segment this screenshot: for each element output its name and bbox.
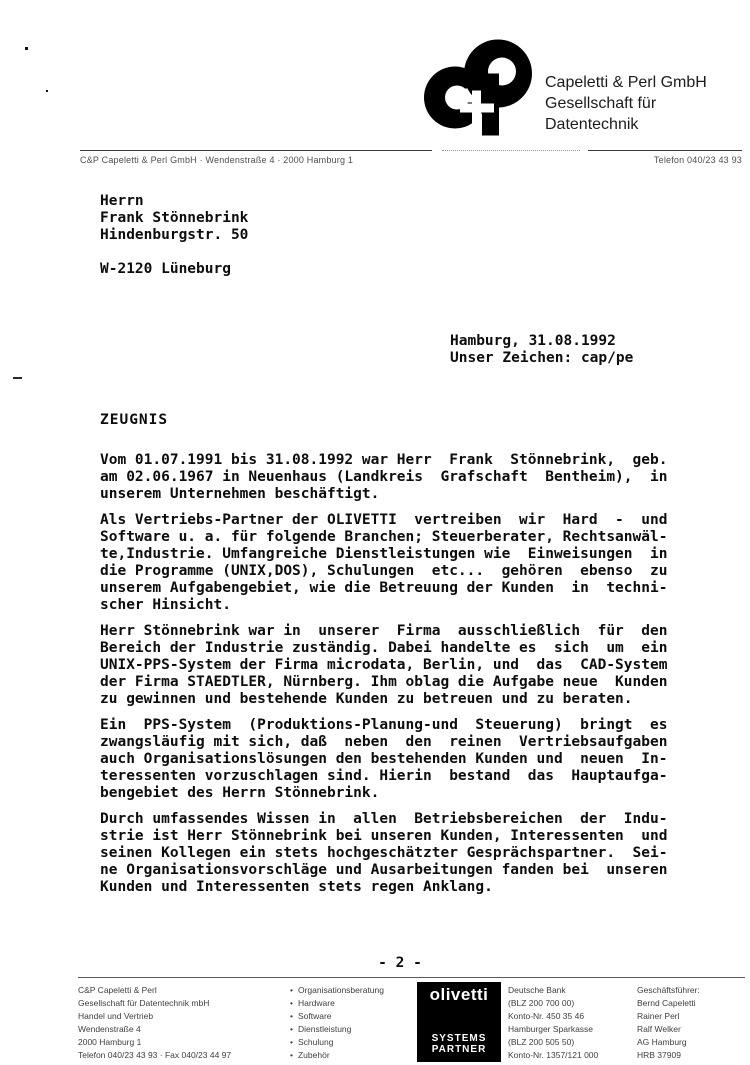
footer-line: Wendenstraße 4 — [78, 1024, 141, 1034]
body-line: auch Organisationslösungen den bestehenden Kunden und neuen In- — [100, 751, 668, 767]
recipient-line: W-2120 Lüneburg — [100, 261, 231, 277]
cp-monogram-icon — [424, 37, 534, 136]
footer-line: Gesellschaft für Datentechnik mbH — [78, 998, 210, 1008]
footer-line: Bernd Capeletti — [637, 998, 696, 1008]
recipient-line: Frank Stönnebrink — [100, 210, 249, 226]
body-line: zwangsläufig mit sich, daß neben den reinen Vertriebsaufgaben — [100, 734, 668, 750]
brand-name: Capeletti & Perl GmbH — [545, 74, 707, 91]
footer-line: C&P Capeletti & Perl — [78, 985, 157, 995]
olivetti-brand-text: olivetti — [429, 985, 489, 1004]
brand-subtitle: Gesellschaft für Datentechnik — [545, 95, 657, 133]
footer-services-list — [290, 984, 412, 1062]
body-line: Vom 01.07.1991 bis 31.08.1992 war Herr Frank Stönnebrink, geb. — [100, 452, 668, 468]
body-line: Herr Stönnebrink war in unserer Firma ausschließlich für den — [100, 623, 668, 639]
body-line: bengebiet des Herrn Stönnebrink. — [100, 785, 380, 801]
recipient-line: Hindenburgstr. 50 — [100, 227, 249, 243]
header-phone: Telefon 040/23 43 93 — [653, 155, 742, 165]
recipient-address — [100, 193, 248, 278]
footer-rule — [78, 977, 745, 978]
footer-line: Konto-Nr. 1357/121 000 — [508, 1050, 599, 1060]
olivetti-partner-logo — [417, 982, 501, 1062]
body-line: unserem Aufgabengebiet, wie die Betreuung der Kunden in techni- — [100, 580, 668, 596]
page-number: - 2 - — [378, 955, 422, 971]
footer-service-item: • Schulung — [290, 1036, 412, 1049]
paragraph-5 — [100, 811, 700, 896]
scan-speck — [25, 47, 28, 50]
date-reference-block — [450, 333, 633, 367]
sender-return-address: C&P Capeletti & Perl GmbH · Wendenstraße 4 · 2000 Hamburg 1 — [80, 155, 354, 165]
footer-line: Deutsche Bank — [508, 985, 566, 995]
recipient-line: Herrn — [100, 193, 144, 209]
body-line: Kunden und Interessenten stets regen Anklang. — [100, 879, 493, 895]
brand-block — [545, 72, 750, 135]
footer-service-item: • Hardware — [290, 997, 412, 1010]
footer-line: Rainer Perl — [637, 1011, 680, 1021]
footer-line: Ralf Welker — [637, 1024, 681, 1034]
body-line: teressenten vorzuschlagen sind. Hierin bestand das Hauptaufga- — [100, 768, 668, 784]
letter-body — [100, 452, 700, 905]
footer-line: Telefon 040/23 43 93 · Fax 040/23 44 97 — [78, 1050, 232, 1060]
meta-line: Unser Zeichen: cap/pe — [450, 350, 634, 366]
body-line: am 02.06.1967 in Neuenhaus (Landkreis Grafschaft Bentheim), in — [100, 469, 668, 485]
footer-service-item: • Software — [290, 1010, 412, 1023]
body-line: der Firma STAEDTLER, Nürnberg. Ihm oblag die Aufgabe neue Kunden — [100, 674, 668, 690]
header-rule — [80, 150, 432, 151]
body-line: Software u. a. für folgende Branchen; Steuerberater, Rechtsanwäl- — [100, 529, 668, 545]
footer-service-item: • Zubehör — [290, 1049, 412, 1062]
footer-line: 2000 Hamburg 1 — [78, 1037, 142, 1047]
recipient-line — [100, 244, 248, 261]
meta-line: Hamburg, 31.08.1992 — [450, 333, 616, 349]
footer-line: Handel und Vertrieb — [78, 1011, 154, 1021]
footer-management-details — [637, 984, 747, 1062]
body-line: strie ist Herr Stönnebrink bei unseren Kunden, Interessenten und — [100, 828, 668, 844]
subject-heading: ZEUGNIS — [100, 412, 169, 428]
header-rule-dotted — [442, 150, 580, 151]
footer-line: Hamburger Sparkasse — [508, 1024, 594, 1034]
body-line: Als Vertriebs-Partner der OLIVETTI vertreiben wir Hard - und — [100, 512, 668, 528]
body-line: UNIX-PPS-System der Firma microdata, Berlin, und das CAD-System — [100, 657, 668, 673]
body-line: Ein PPS-System (Produktions-Planung-und Steuerung) bringt es — [100, 717, 668, 733]
body-line: die Programme (UNIX,DOS), Schulungen etc... gehören ebenso zu — [100, 563, 668, 579]
footer-line: (BLZ 200 505 50) — [508, 1037, 575, 1047]
footer-line: (BLZ 200 700 00) — [508, 998, 575, 1008]
body-line: zu gewinnen und bestehende Kunden zu betreuen und zu beraten. — [100, 691, 633, 707]
footer-service-item: • Dienstleistung — [290, 1023, 412, 1036]
body-line: unserem Unternehmen beschäftigt. — [100, 486, 380, 502]
footer-line: HRB 37909 — [637, 1050, 681, 1060]
company-logo — [424, 37, 534, 136]
footer-line: AG Hamburg — [637, 1037, 687, 1047]
olivetti-systems-text: SYSTEMS — [431, 1033, 487, 1044]
paragraph-3 — [100, 623, 700, 708]
body-line: Durch umfassendes Wissen in allen Betriebsbereichen der Indu- — [100, 811, 668, 827]
scan-speck — [46, 90, 48, 92]
body-line: seinen Kollegen ein stets hochgeschätzter Gesprächspartner. Sei- — [100, 845, 668, 861]
paragraph-4 — [100, 717, 700, 802]
fold-mark — [13, 377, 22, 379]
paragraph-2 — [100, 512, 700, 614]
footer-service-item: • Organisationsberatung — [290, 984, 412, 997]
footer-company-address — [78, 984, 283, 1062]
body-line: ne Organisationsvorschläge und Ausarbeitungen fanden bei unseren — [100, 862, 668, 878]
paragraph-1 — [100, 452, 700, 503]
olivetti-partner-text: PARTNER — [431, 1044, 487, 1055]
body-line: Bereich der Industrie zuständig. Dabei handelte es sich um ein — [100, 640, 668, 656]
footer-line: Konto-Nr. 450 35 46 — [508, 1011, 585, 1021]
header-rule — [588, 150, 742, 151]
body-line: scher Hinsicht. — [100, 597, 231, 613]
footer-line: Geschäftsführer: — [637, 985, 700, 995]
body-line: te,Industrie. Umfangreiche Dienstleistungen wie Einweisungen in — [100, 546, 668, 562]
footer-bank-details — [508, 984, 632, 1062]
